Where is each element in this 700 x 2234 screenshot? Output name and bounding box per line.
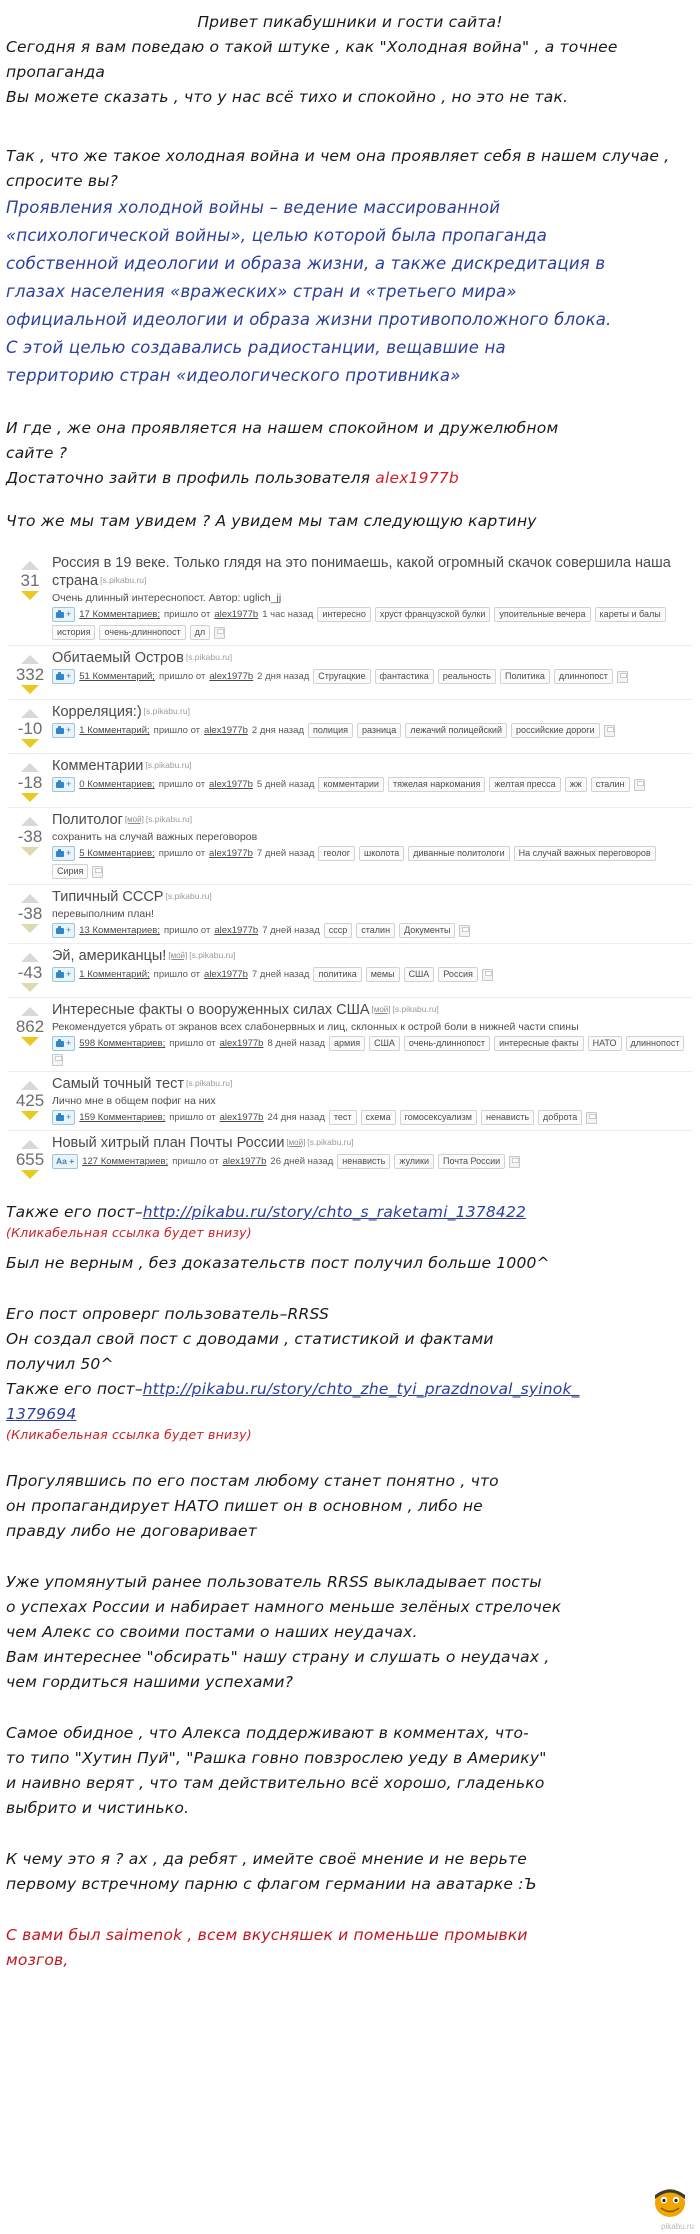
para-4-line-4: Вам интереснее "обсирать" нашу страну и слушать о неудачах , [6, 1648, 550, 1666]
comments-link[interactable]: 598 Комментариев; [79, 1038, 166, 1049]
from-label: пришло от [163, 925, 211, 936]
timestamp: 7 дней назад [256, 848, 315, 859]
also-post-2-link-line-1[interactable]: http://pikabu.ru/story/chto_zhe_tyi_prazdnoval_syinok_ [142, 1380, 580, 1398]
story-tag[interactable]: школота [359, 846, 404, 861]
watermark: pikabu.ru [661, 2222, 694, 2231]
downvote-arrow-icon[interactable] [21, 1170, 39, 1179]
also-post-2-cont [6, 1402, 694, 1427]
story-row [8, 808, 692, 885]
image-save-button[interactable] [52, 777, 75, 792]
downvote-arrow-icon[interactable] [21, 924, 39, 933]
story-description: Лично мне в общем пофиг на них [52, 1095, 216, 1107]
definition-block [0, 194, 700, 390]
save-disk-icon[interactable] [604, 725, 615, 737]
story-title-text: Корреляция:) [52, 704, 142, 720]
rating-column [8, 757, 52, 802]
story-domain-label: [s.pikabu.ru] [392, 1004, 439, 1014]
rating-column [8, 1001, 52, 1046]
also-post-1-prefix: Также его пост– [6, 1203, 143, 1221]
para-2-line-2: Он создал свой пост с доводами , статистикой и фактами [6, 1330, 494, 1348]
also-post-1 [6, 1200, 694, 1225]
story-title-text: Самый точный тест [52, 1076, 184, 1092]
also-post-2-prefix: Также его пост– [6, 1380, 143, 1398]
story-tag[interactable]: Почта России [438, 1154, 505, 1169]
save-disk-icon[interactable] [617, 671, 628, 683]
story-tag[interactable]: длиннопост [554, 669, 613, 684]
story-meta [52, 1110, 688, 1125]
para-5-line-1: Самое обидное , что Алекса поддерживают в комментах, что- [6, 1724, 529, 1742]
story-tag[interactable]: геолог [318, 846, 355, 861]
from-label: пришло от [153, 725, 201, 736]
rating-value: 655 [15, 1150, 45, 1169]
story-meta [52, 1154, 688, 1169]
story-title[interactable] [52, 811, 688, 829]
from-label: пришло от [169, 1038, 216, 1049]
upvote-arrow-icon[interactable] [21, 894, 39, 903]
intro-line-1: Сегодня я вам поведаю о такой штуке , как "Холодная война" , а точнее пропаганда [6, 38, 618, 81]
downvote-arrow-icon[interactable] [21, 1037, 39, 1046]
story-title-text: Комментарии [52, 758, 144, 774]
rating-column [8, 1134, 52, 1179]
story-body [52, 757, 692, 792]
author-link[interactable]: alex1977b [204, 725, 248, 736]
story-body [52, 811, 692, 879]
story-tag[interactable]: длиннопост [626, 1036, 685, 1051]
after-block-4 [0, 1570, 700, 1695]
question-block [0, 144, 700, 194]
plus-label: + [66, 925, 72, 935]
downvote-arrow-icon[interactable] [21, 793, 39, 802]
from-label: пришло от [169, 1112, 216, 1123]
story-row [8, 646, 692, 700]
story-row [8, 944, 692, 998]
camera-icon [56, 674, 64, 680]
timestamp: 8 дней назад [267, 1038, 326, 1049]
story-title[interactable] [52, 947, 688, 965]
story-tag[interactable]: ссср [324, 923, 353, 938]
camera-icon [56, 972, 64, 978]
para-4-line-3: чем Алекс со своими постами о наших неудачах. [6, 1623, 418, 1641]
comments-link[interactable]: 13 Комментариев; [79, 925, 160, 936]
text-save-button[interactable] [52, 1154, 78, 1169]
story-tag[interactable]: хруст французской булки [375, 607, 491, 622]
my-post-label: [мой] [371, 1005, 391, 1014]
story-domain-label: [s.pikabu.ru] [165, 891, 212, 901]
para-6-line-1: К чему это я ? ах , да ребят , имейте своё мнение и не верьте [6, 1850, 527, 1868]
from-label: пришло от [172, 1156, 219, 1167]
story-title[interactable] [52, 1075, 688, 1093]
para-5-line-4: выбрито и чистинько. [6, 1799, 190, 1817]
definition-line-6: С этой целью создавались радиостанции, вещавшие на [6, 338, 506, 357]
story-tag[interactable]: гомосексуализм [400, 1110, 477, 1125]
story-body [52, 1134, 692, 1169]
story-tag[interactable]: ненависть [337, 1154, 390, 1169]
clickable-note-1: (Кликабельная ссылка будет внизу) [6, 1225, 252, 1240]
story-title-text: Обитаемый Остров [52, 650, 184, 666]
profile-username-link[interactable]: alex1977b [375, 469, 459, 487]
para-6-line-2: первому встречному парню с флагом германии на аватарке :Ъ [6, 1875, 537, 1893]
para-3-line-2: он пропагандирует НАТО пишет он в основном , либо не [6, 1497, 483, 1515]
story-tag[interactable]: Стругацкие [313, 669, 370, 684]
upvote-arrow-icon[interactable] [21, 817, 39, 826]
where-line-1: И где , же она проявляется на нашем спокойном и дружелюбном [6, 419, 559, 437]
story-description: Рекомендуется убрать от экранов всех слабонервных и лиц, склонных к острой боли в нижней части спины [52, 1021, 579, 1033]
author-link[interactable]: alex1977b [209, 779, 253, 790]
story-tag[interactable]: дл [190, 625, 211, 640]
definition-line-2: «психологической войны», целью которой была пропаганда [6, 226, 548, 245]
story-body [52, 947, 692, 982]
story-tag[interactable]: разница [357, 723, 401, 738]
story-tag[interactable]: диванные политологи [408, 846, 509, 861]
story-tag[interactable]: Сирия [52, 864, 88, 879]
rating-value: -38 [17, 827, 43, 846]
rating-value: -43 [17, 963, 43, 982]
greeting-line: Привет пикабушники и гости сайта! [197, 13, 503, 31]
story-tag[interactable]: жж [565, 777, 587, 792]
story-title-text: Политолог [52, 812, 123, 828]
timestamp: 2 дня назад [251, 725, 304, 736]
save-disk-icon[interactable] [482, 969, 493, 981]
camera-icon [56, 1115, 64, 1121]
save-disk-icon[interactable] [459, 925, 470, 937]
comments-link[interactable]: 159 Комментариев; [79, 1112, 166, 1123]
author-link[interactable]: alex1977b [214, 925, 259, 936]
timestamp: 5 дней назад [256, 779, 315, 790]
plus-label: + [66, 725, 72, 735]
story-meta [52, 777, 688, 792]
story-title[interactable] [52, 1001, 688, 1019]
story-tag[interactable]: политика [313, 967, 361, 982]
story-tag[interactable]: история [52, 625, 95, 640]
para-4-line-1: Уже упомянутый ранее пользователь RRSS выкладывает посты [6, 1573, 542, 1591]
comments-link[interactable]: 17 Комментариев; [79, 609, 160, 620]
upvote-arrow-icon[interactable] [21, 763, 39, 772]
story-domain-label: [s.pikabu.ru] [189, 950, 236, 960]
story-tag[interactable]: Документы [399, 923, 455, 938]
timestamp: 26 дней назад [270, 1156, 334, 1167]
upvote-arrow-icon[interactable] [21, 655, 39, 664]
rating-value: -18 [17, 773, 43, 792]
from-label: пришло от [158, 671, 206, 682]
story-title-text: Типичный СССР [52, 889, 164, 905]
author-link[interactable]: alex1977b [204, 969, 248, 980]
rating-column [8, 888, 52, 933]
story-meta [52, 607, 688, 640]
story-tag[interactable]: фантастика [375, 669, 434, 684]
after-block-2 [0, 1302, 700, 1443]
rating-column [8, 1075, 52, 1120]
clickable-note-2: (Кликабельная ссылка будет внизу) [6, 1427, 252, 1442]
story-row [8, 885, 692, 944]
comments-link[interactable]: 5 Комментариев; [79, 848, 155, 859]
story-title[interactable] [52, 555, 688, 590]
author-link[interactable]: alex1977b [209, 671, 254, 682]
plus-label: + [66, 609, 72, 619]
definition-line-5: официальной идеологии и образа жизни противоположного блока. [6, 310, 612, 329]
rating-value: 332 [15, 665, 45, 684]
from-label: пришло от [153, 969, 201, 980]
comments-link[interactable]: 51 Комментарий; [79, 671, 155, 682]
para-2-line-1: Его пост опроверг пользователь–RRSS [6, 1305, 330, 1323]
downvote-arrow-icon[interactable] [21, 983, 39, 992]
from-label: пришло от [163, 609, 211, 620]
story-tag[interactable]: США [369, 1036, 400, 1051]
camera-icon [56, 612, 64, 618]
save-disk-icon[interactable] [214, 627, 225, 639]
also-post-1-link[interactable]: http://pikabu.ru/story/chto_s_raketami_1378422 [142, 1203, 527, 1221]
timestamp: 1 час назад [262, 609, 314, 620]
story-row [8, 754, 692, 808]
downvote-arrow-icon[interactable] [21, 1111, 39, 1120]
story-description: сохранить на случай важных переговоров [52, 831, 258, 843]
story-tag[interactable]: Политика [500, 669, 550, 684]
story-tag[interactable]: ненависть [481, 1110, 534, 1125]
image-save-button[interactable] [52, 1036, 75, 1051]
para-2-line-3: получил 50^ [6, 1355, 114, 1373]
plus-label: + [66, 671, 72, 681]
from-label: пришло от [158, 848, 206, 859]
story-title-text: Интересные факты о вооруженных силах США [52, 1002, 370, 1018]
story-tag[interactable]: жулики [394, 1154, 434, 1169]
after-block-5 [0, 1721, 700, 1821]
save-disk-icon[interactable] [92, 866, 103, 878]
downvote-arrow-icon[interactable] [21, 685, 39, 694]
plus-label: + [66, 969, 72, 979]
story-row [8, 700, 692, 754]
signature-line-2: мозгов, [6, 1951, 69, 1969]
story-tag[interactable]: очень-длиннопост [404, 1036, 490, 1051]
where-line-2: сайте ? [6, 444, 68, 462]
story-row [8, 552, 692, 646]
story-tag[interactable]: армия [329, 1036, 365, 1051]
camera-icon [56, 782, 64, 788]
upvote-arrow-icon[interactable] [21, 1081, 39, 1090]
story-tag[interactable]: доброта [538, 1110, 582, 1125]
story-row [8, 1072, 692, 1131]
upvote-arrow-icon[interactable] [21, 953, 39, 962]
story-meta [52, 723, 688, 738]
signature-line-1: С вами был saimenok , всем вкусняшек и поменьше промывки [6, 1926, 528, 1944]
story-tag[interactable]: тест [329, 1110, 357, 1125]
story-domain-label: [s.pikabu.ru] [145, 814, 193, 824]
story-domain-label: [s.pikabu.ru] [100, 575, 147, 585]
rating-column [8, 649, 52, 694]
story-body [52, 1075, 692, 1125]
image-save-button[interactable] [52, 846, 75, 861]
image-save-button[interactable] [52, 967, 75, 982]
story-title-text: Новый хитрый план Почты России [52, 1135, 285, 1151]
see-block [0, 509, 700, 534]
story-tag[interactable]: сталин [591, 777, 630, 792]
save-disk-icon[interactable] [586, 1112, 597, 1124]
comments-link[interactable]: 1 Комментарий; [79, 969, 150, 980]
definition-line-7: территорию стран «идеологического противника» [6, 366, 461, 385]
plus-label: + [66, 779, 72, 789]
story-tag[interactable]: Россия [438, 967, 478, 982]
where-block [0, 416, 700, 491]
author-link[interactable]: alex1977b [219, 1038, 264, 1049]
see-line-1: Что же мы там увидем ? А увидем мы там следующую картину [6, 512, 537, 530]
rating-column [8, 555, 52, 600]
my-post-label: [мой] [286, 1138, 306, 1147]
para-5-line-3: и наивно верят , что там действительно всё хорошо, гладенько [6, 1774, 545, 1792]
story-title[interactable] [52, 1134, 688, 1152]
story-tag[interactable]: очень-длиннопост [99, 625, 185, 640]
story-tag[interactable]: упоительные вечера [494, 607, 590, 622]
story-title[interactable] [52, 703, 688, 721]
story-title[interactable] [52, 888, 688, 906]
story-title-text: Россия в 19 веке. Только глядя на это понимаешь, какой огромный скачок совершила наша страна [52, 555, 671, 589]
story-body [52, 703, 692, 738]
plus-label: + [66, 1038, 72, 1048]
also-post-2 [6, 1377, 694, 1402]
story-domain-label: [s.pikabu.ru] [143, 706, 190, 716]
definition-line-4: глазах населения «вражеских» стран и «третьего мира» [6, 282, 517, 301]
rating-value: 425 [15, 1091, 45, 1110]
aa-plus-label: Aa + [56, 1156, 75, 1166]
story-tag[interactable]: схема [361, 1110, 396, 1125]
timestamp: 2 дня назад [257, 671, 310, 682]
story-title[interactable] [52, 649, 688, 667]
embedded-pikabu-screenshot [8, 550, 692, 1186]
story-tag[interactable]: российские дороги [511, 723, 600, 738]
upvote-arrow-icon[interactable] [21, 709, 39, 718]
save-disk-icon[interactable] [634, 779, 645, 791]
author-link[interactable]: alex1977b [219, 1112, 264, 1123]
after-block-1 [0, 1200, 700, 1276]
after-block-3 [0, 1469, 700, 1544]
rating-value: 31 [20, 571, 40, 590]
camera-icon [56, 851, 64, 857]
save-disk-icon[interactable] [509, 1156, 520, 1168]
story-tag[interactable]: На случай важных переговоров [514, 846, 656, 861]
para-4-line-2: о успехах России и набирает намного меньше зелёных стрелочек [6, 1598, 562, 1616]
story-tag[interactable]: лежачий полицейский [405, 723, 507, 738]
my-post-label: [мой] [168, 951, 188, 960]
definition-line-1: Проявления холодной войны – ведение массированной [6, 198, 501, 217]
story-tag[interactable]: сталин [356, 923, 395, 938]
para-5-line-2: то типо "Хутин Пуй", "Рашка говно повзрослею уеду в Америку" [6, 1749, 547, 1767]
para-3-line-3: правду либо не договаривает [6, 1522, 257, 1540]
story-tag[interactable]: НАТО [588, 1036, 622, 1051]
story-description: Очень длинный интереснопост. Автор: uglich_jj [52, 592, 282, 604]
story-meta [52, 846, 688, 879]
my-post-label: [мой] [124, 815, 144, 824]
rating-column [8, 703, 52, 748]
story-body [52, 888, 692, 938]
rating-value: -10 [17, 719, 43, 738]
story-tag[interactable]: интересные факты [494, 1036, 584, 1051]
rating-column [8, 947, 52, 992]
story-meta [52, 1036, 688, 1066]
author-link[interactable]: alex1977b [209, 848, 253, 859]
profile-prefix: Достаточно зайти в профиль пользователя [6, 469, 376, 487]
smiley-face-icon [650, 2182, 690, 2220]
camera-icon [56, 928, 64, 934]
signature-block [0, 1923, 700, 1973]
story-meta [52, 967, 688, 982]
camera-icon [56, 728, 64, 734]
upvote-arrow-icon[interactable] [21, 1007, 39, 1016]
comments-link[interactable]: 1 Комментарий; [79, 725, 150, 736]
also-post-2-link-line-2[interactable]: 1379694 [6, 1405, 77, 1423]
intro-block [0, 0, 700, 110]
save-disk-icon[interactable] [52, 1054, 63, 1066]
plus-label: + [66, 848, 72, 858]
definition-line-3: собственной идеологии и образа жизни, а также дискредитация в [6, 254, 606, 273]
author-link[interactable]: alex1977b [214, 609, 259, 620]
rating-column [8, 811, 52, 856]
image-save-button[interactable] [52, 923, 75, 938]
after-block-6 [0, 1847, 700, 1897]
story-title-text: Эй, американцы! [52, 948, 167, 964]
story-domain-label: [s.pikabu.ru] [186, 1078, 233, 1088]
story-title[interactable] [52, 757, 688, 775]
story-tag[interactable]: интересно [317, 607, 371, 622]
downvote-arrow-icon[interactable] [21, 739, 39, 748]
story-tag[interactable]: реальность [438, 669, 496, 684]
para-3-line-1: Прогулявшись по его постам любому станет понятно , что [6, 1472, 499, 1490]
story-domain-label: [s.pikabu.ru] [307, 1137, 354, 1147]
para-4-line-5: чем гордиться нашими успехами? [6, 1673, 294, 1691]
rating-value: 862 [15, 1017, 45, 1036]
question-line-1: Так , что же такое холодная война и чем она проявляет себя в нашем случае , [6, 147, 670, 165]
timestamp: 24 дня назад [267, 1112, 325, 1123]
para-1: Был не верным , без доказательств пост получил больше 1000^ [6, 1254, 550, 1272]
comments-link[interactable]: 127 Комментариев; [82, 1156, 169, 1167]
plus-label: + [66, 1112, 72, 1122]
timestamp: 7 дней назад [251, 969, 310, 980]
story-body [52, 649, 692, 684]
intro-line-2: Вы можете сказать , что у нас всё тихо и спокойно , но это не так. [6, 88, 569, 106]
story-description: перевыполним план! [52, 908, 154, 920]
from-label: пришло от [158, 779, 206, 790]
timestamp: 7 дней назад [262, 925, 320, 936]
story-meta [52, 923, 688, 938]
downvote-arrow-icon[interactable] [21, 847, 39, 856]
where-line-3 [6, 466, 694, 491]
image-save-button[interactable] [52, 1110, 75, 1125]
story-domain-label: [s.pikabu.ru] [145, 760, 192, 770]
image-save-button[interactable] [52, 669, 75, 684]
image-save-button[interactable] [52, 607, 75, 622]
story-list [8, 550, 692, 1186]
story-tag[interactable]: кареты и балы [595, 607, 666, 622]
story-body [52, 555, 692, 640]
upvote-arrow-icon[interactable] [21, 561, 39, 570]
story-domain-label: [s.pikabu.ru] [185, 652, 233, 662]
story-tag[interactable]: мемы [366, 967, 400, 982]
question-line-2: спросите вы? [6, 172, 119, 190]
story-tag[interactable]: комментарии [318, 777, 383, 792]
upvote-arrow-icon[interactable] [21, 1140, 39, 1149]
story-tag[interactable]: тяжелая наркомания [388, 777, 485, 792]
camera-icon [56, 1041, 64, 1047]
author-link[interactable]: alex1977b [222, 1156, 267, 1167]
image-save-button[interactable] [52, 723, 75, 738]
downvote-arrow-icon[interactable] [21, 591, 39, 600]
comments-link[interactable]: 0 Комментариев; [79, 779, 155, 790]
story-tag[interactable]: полиция [308, 723, 353, 738]
story-tag[interactable]: желтая пресса [489, 777, 560, 792]
rating-value: -38 [17, 904, 43, 923]
story-meta [52, 669, 688, 684]
story-tag[interactable]: США [404, 967, 435, 982]
story-row [8, 998, 692, 1072]
story-row [8, 1131, 692, 1184]
story-body [52, 1001, 692, 1066]
